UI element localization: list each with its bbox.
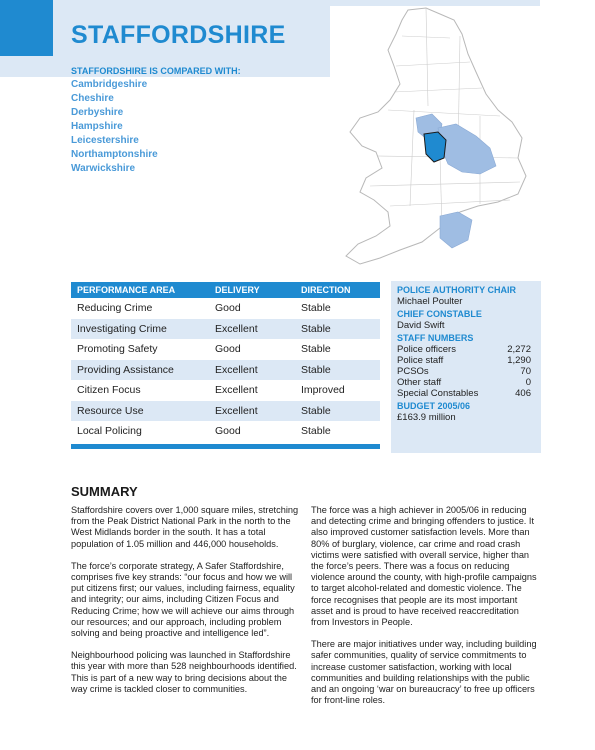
summary-paragraph: The force’s corporate strategy, A Safer Staffordshire, comprises five key strands: “our focus and how we will put citizens first; our values, including fairness, equality and integrity; our aims, including Citizen Focus and Reducing Crime; how we will achieve our aims through our resources; and our approach, including problem solving and being proactive and intelligence led”. bbox=[71, 560, 295, 639]
page-title: STAFFORDSHIRE bbox=[71, 21, 286, 49]
staff-count: 406 bbox=[515, 388, 531, 399]
table-row bbox=[71, 401, 380, 422]
area-cell: Investigating Crime bbox=[77, 322, 167, 335]
compared-county: Leicestershire bbox=[71, 135, 139, 146]
budget-label: BUDGET 2005/06 bbox=[397, 401, 471, 411]
area-cell: Reducing Crime bbox=[77, 302, 153, 315]
delivery-cell: Excellent bbox=[215, 322, 258, 335]
staff-count: 1,290 bbox=[507, 355, 531, 366]
staff-row bbox=[397, 344, 535, 355]
performance-table bbox=[71, 282, 380, 442]
summary-paragraph: The force was a high achiever in 2005/06 in reducing and detecting crime and bringing offenders to justice. It also improved customer satisfaction levels. More than 80% of burglary, violence, car crime and road crash victims were satisfied with overall service, higher than the force’s peers. There was a focus on reducing violence around the county, with high-profile campaigns to target alcohol-related and domestic violence. The force recognises that people are its most important asset and is proud to have received reaccreditation from Investors in People. bbox=[311, 505, 537, 628]
area-cell: Citizen Focus bbox=[77, 384, 141, 397]
staff-row bbox=[397, 388, 535, 399]
compared-county: Cheshire bbox=[71, 93, 114, 104]
constable-name: David Swift bbox=[397, 320, 445, 331]
staff-type: Police officers bbox=[397, 344, 456, 355]
summary-paragraph: Neighbourhood policing was launched in Staffordshire this year with more than 528 neighbourhoods identified. This is part of a new way to bring decisions about the way crime is tackled closer to communities. bbox=[71, 650, 297, 694]
staff-count: 0 bbox=[525, 377, 531, 388]
staff-type: Special Constables bbox=[397, 388, 479, 399]
area-cell: Resource Use bbox=[77, 404, 144, 417]
constable-label: CHIEF CONSTABLE bbox=[397, 309, 482, 319]
table-row bbox=[71, 339, 380, 360]
force-facts-panel bbox=[391, 281, 541, 453]
staff-label: STAFF NUMBERS bbox=[397, 333, 474, 343]
col-header-area: PERFORMANCE AREA bbox=[77, 285, 176, 295]
col-header-direction: DIRECTION bbox=[301, 285, 351, 295]
summary-column-right bbox=[311, 505, 539, 717]
table-row bbox=[71, 421, 380, 442]
table-row bbox=[71, 298, 380, 319]
summary-paragraph: There are major initiatives under way, including building safer communities, quality of service commitments to increase customer satisfaction, working with local communities and building relationships with the public and an ongoing ‘war on bureaucracy’ to free up officers for front-line roles. bbox=[311, 639, 537, 706]
compared-county: Cambridgeshire bbox=[71, 79, 148, 90]
compared-county: Warwickshire bbox=[71, 163, 136, 174]
chair-label: POLICE AUTHORITY CHAIR bbox=[397, 285, 517, 295]
staff-row bbox=[397, 377, 535, 388]
staff-type: Other staff bbox=[397, 377, 442, 388]
compared-county: Derbyshire bbox=[71, 107, 124, 118]
area-cell: Providing Assistance bbox=[77, 363, 174, 376]
staff-type: PCSOs bbox=[397, 366, 429, 377]
budget-value: £163.9 million bbox=[397, 412, 456, 423]
staff-count: 2,272 bbox=[507, 344, 531, 355]
direction-cell: Stable bbox=[301, 302, 331, 315]
table-bottom-rule bbox=[71, 444, 380, 449]
staff-type: Police staff bbox=[397, 355, 444, 366]
table-header-row bbox=[71, 282, 380, 298]
col-header-delivery: DELIVERY bbox=[215, 285, 260, 295]
summary-heading: SUMMARY bbox=[71, 484, 138, 499]
summary-paragraph: Staffordshire covers over 1,000 square miles, stretching from the Peak District National Park in the north to the West Midlands border in the south. It has a total population of 1.05 million and 446,000 households. bbox=[71, 505, 299, 549]
direction-cell: Stable bbox=[301, 322, 331, 335]
compared-list bbox=[71, 78, 158, 176]
chair-name: Michael Poulter bbox=[397, 296, 463, 307]
area-cell: Local Policing bbox=[77, 425, 142, 438]
staff-row bbox=[397, 366, 535, 377]
delivery-cell: Good bbox=[215, 343, 241, 356]
summary-column-left bbox=[71, 505, 299, 706]
delivery-cell: Good bbox=[215, 425, 241, 438]
delivery-cell: Excellent bbox=[215, 404, 258, 417]
delivery-cell: Good bbox=[215, 302, 241, 315]
compared-county: Northamptonshire bbox=[71, 149, 158, 160]
compared-label: STAFFORDSHIRE IS COMPARED WITH: bbox=[71, 66, 241, 76]
direction-cell: Stable bbox=[301, 404, 331, 417]
table-row bbox=[71, 319, 380, 340]
compared-county: Hampshire bbox=[71, 121, 123, 132]
map-svg bbox=[330, 6, 540, 272]
staff-count: 70 bbox=[520, 366, 531, 377]
england-wales-map bbox=[330, 6, 540, 272]
direction-cell: Stable bbox=[301, 343, 331, 356]
accent-block bbox=[0, 0, 53, 56]
area-cell: Promoting Safety bbox=[77, 343, 158, 356]
delivery-cell: Excellent bbox=[215, 363, 258, 376]
direction-cell: Stable bbox=[301, 363, 331, 376]
table-row bbox=[71, 360, 380, 381]
direction-cell: Stable bbox=[301, 425, 331, 438]
staff-row bbox=[397, 355, 535, 366]
direction-cell: Improved bbox=[301, 384, 345, 397]
delivery-cell: Excellent bbox=[215, 384, 258, 397]
table-row bbox=[71, 380, 380, 401]
